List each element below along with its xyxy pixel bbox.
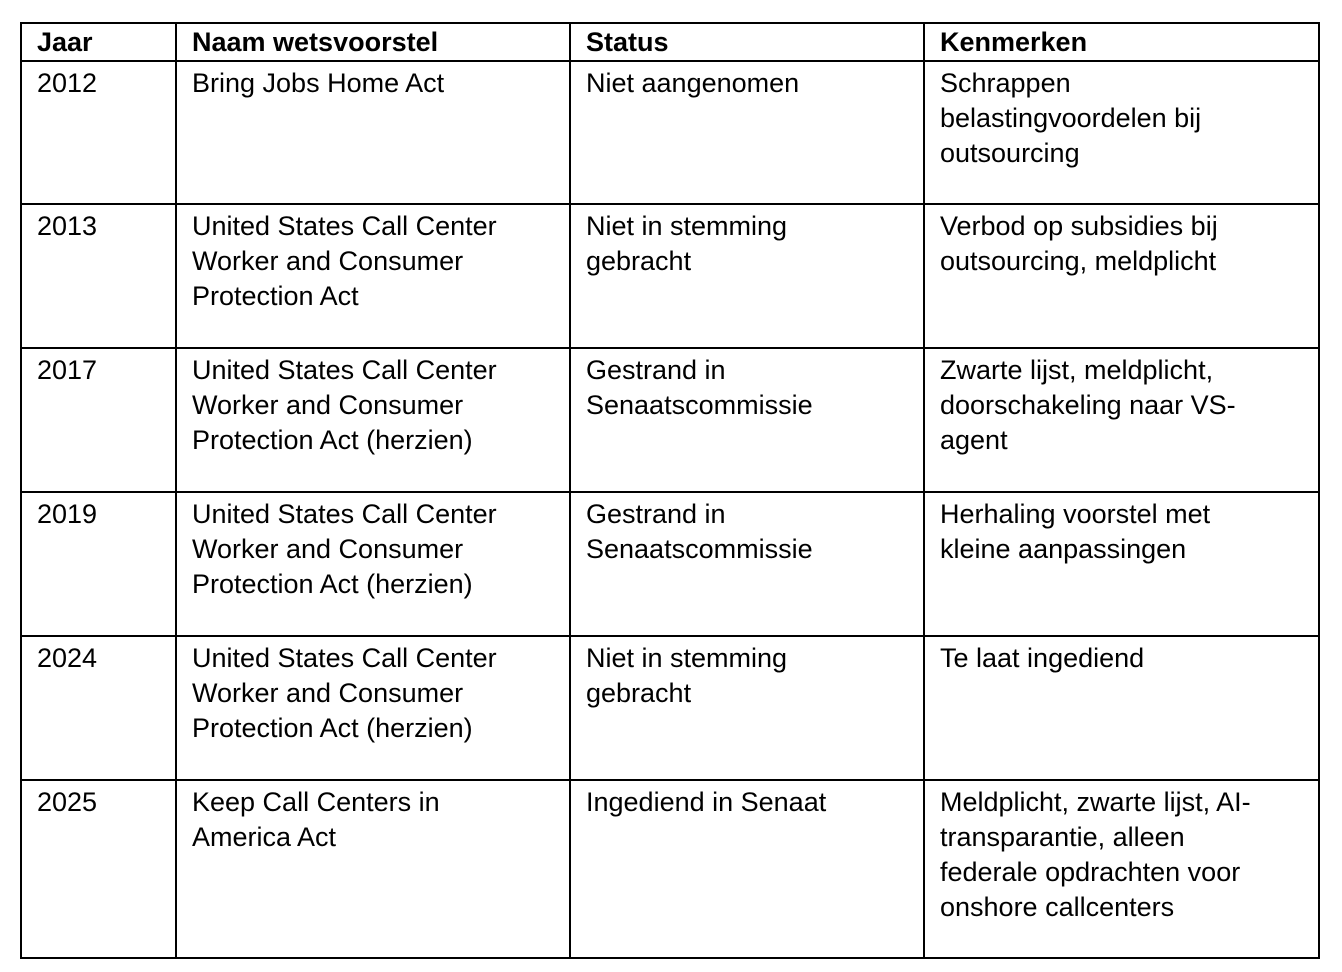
cell-naam xyxy=(176,780,570,958)
features-line: Verbod op subsidies bij xyxy=(940,211,1218,241)
features-line: kleine aanpassingen xyxy=(940,534,1187,564)
legislation-table xyxy=(20,22,1320,959)
header-kenmerken: Kenmerken xyxy=(924,23,1319,61)
cell-status xyxy=(570,204,924,348)
table-row xyxy=(21,204,1319,348)
year-text: 2012 xyxy=(37,68,98,98)
bill-name-line: Keep Call Centers in xyxy=(192,787,440,817)
bill-name-line: Worker and Consumer xyxy=(192,390,464,420)
features-line: agent xyxy=(940,425,1008,455)
features-line: federale opdrachten voor xyxy=(940,857,1241,887)
status-line: Ingediend in Senaat xyxy=(586,787,827,817)
cell-jaar xyxy=(21,61,176,204)
cell-kenmerken xyxy=(924,780,1319,958)
cell-jaar xyxy=(21,204,176,348)
year-text: 2019 xyxy=(37,499,98,529)
cell-jaar xyxy=(21,492,176,636)
features-line: Herhaling voorstel met xyxy=(940,499,1211,529)
header-naam-wetsvoorstel: Naam wetsvoorstel xyxy=(176,23,570,61)
table-row xyxy=(21,636,1319,780)
features-line: doorschakeling naar VS- xyxy=(940,390,1236,420)
table-row xyxy=(21,780,1319,958)
cell-naam xyxy=(176,61,570,204)
cell-kenmerken xyxy=(924,61,1319,204)
bill-name-line: Protection Act xyxy=(192,281,359,311)
cell-naam xyxy=(176,636,570,780)
bill-name-line: Worker and Consumer xyxy=(192,246,464,276)
status-line: Gestrand in xyxy=(586,355,726,385)
bill-name-line: United States Call Center xyxy=(192,211,497,241)
status-line: Senaatscommissie xyxy=(586,534,813,564)
cell-naam xyxy=(176,492,570,636)
status-line: Niet in stemming xyxy=(586,643,788,673)
bill-name-line: Bring Jobs Home Act xyxy=(192,68,445,98)
status-line: Niet aangenomen xyxy=(586,68,800,98)
bill-name-line: Protection Act (herzien) xyxy=(192,425,473,455)
bill-name-line: Worker and Consumer xyxy=(192,534,464,564)
cell-jaar xyxy=(21,348,176,492)
header-jaar: Jaar xyxy=(21,23,176,61)
features-line: belastingvoordelen bij xyxy=(940,103,1202,133)
cell-jaar xyxy=(21,780,176,958)
bill-name-line: Protection Act (herzien) xyxy=(192,569,473,599)
bill-name-line: United States Call Center xyxy=(192,355,497,385)
bill-name-line: Worker and Consumer xyxy=(192,678,464,708)
status-line: gebracht xyxy=(586,678,692,708)
table-row xyxy=(21,61,1319,204)
year-text: 2025 xyxy=(37,787,98,817)
bill-name-line: United States Call Center xyxy=(192,643,497,673)
features-line: transparantie, alleen xyxy=(940,822,1185,852)
cell-kenmerken xyxy=(924,636,1319,780)
cell-status xyxy=(570,780,924,958)
features-line: outsourcing xyxy=(940,138,1080,168)
features-line: outsourcing, meldplicht xyxy=(940,246,1217,276)
features-line: Zwarte lijst, meldplicht, xyxy=(940,355,1214,385)
bill-name-line: Protection Act (herzien) xyxy=(192,713,473,743)
features-line: Te laat ingediend xyxy=(940,643,1145,673)
table-row xyxy=(21,348,1319,492)
cell-status xyxy=(570,636,924,780)
cell-jaar xyxy=(21,636,176,780)
cell-kenmerken xyxy=(924,492,1319,636)
features-line: Schrappen xyxy=(940,68,1071,98)
status-line: Gestrand in xyxy=(586,499,726,529)
bill-name-line: America Act xyxy=(192,822,337,852)
status-line: Senaatscommissie xyxy=(586,390,813,420)
status-line: gebracht xyxy=(586,246,692,276)
status-line: Niet in stemming xyxy=(586,211,788,241)
cell-status xyxy=(570,348,924,492)
cell-status xyxy=(570,492,924,636)
cell-kenmerken xyxy=(924,204,1319,348)
header-status: Status xyxy=(570,23,924,61)
year-text: 2017 xyxy=(37,355,98,385)
cell-kenmerken xyxy=(924,348,1319,492)
features-line: onshore callcenters xyxy=(940,892,1175,922)
cell-status xyxy=(570,61,924,204)
table-row xyxy=(21,492,1319,636)
table-header-row xyxy=(21,23,1319,61)
features-line: Meldplicht, zwarte lijst, AI- xyxy=(940,787,1251,817)
cell-naam xyxy=(176,348,570,492)
bill-name-line: United States Call Center xyxy=(192,499,497,529)
year-text: 2024 xyxy=(37,643,98,673)
cell-naam xyxy=(176,204,570,348)
year-text: 2013 xyxy=(37,211,98,241)
